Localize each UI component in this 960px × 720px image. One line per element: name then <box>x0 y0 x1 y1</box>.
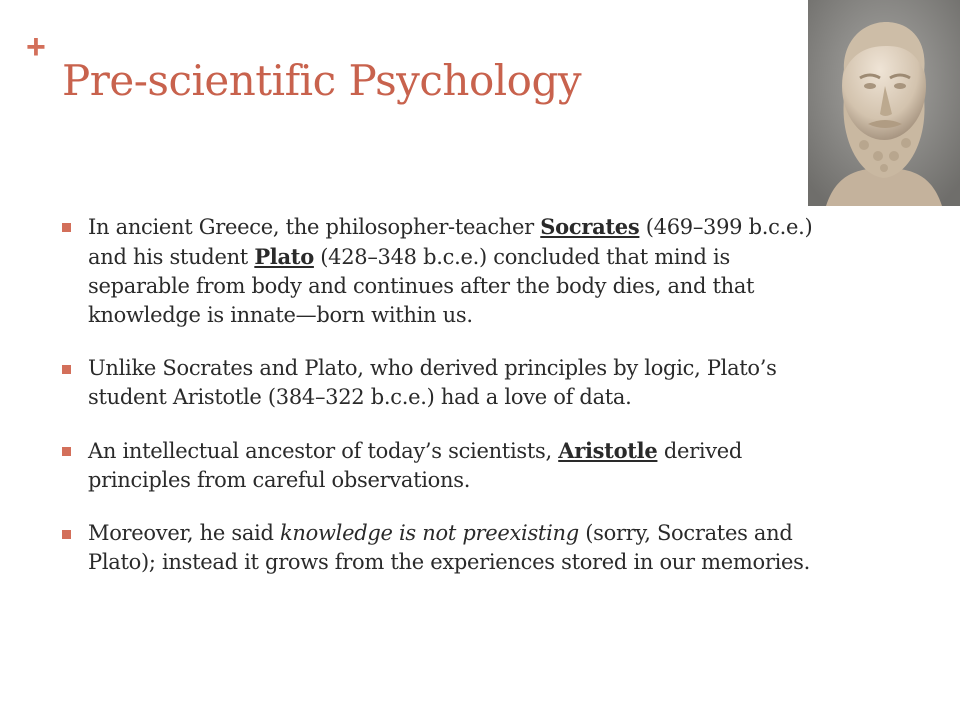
bust-illustration <box>808 0 960 206</box>
bullet-emphasis: knowledge is not preexisting <box>280 521 579 545</box>
bullet-text: An intellectual ancestor of today’s scientists, <box>88 439 559 463</box>
bullet-text: (469–399 b.c.e.) and his student <box>88 215 813 269</box>
socrates-link[interactable]: Socrates <box>540 214 640 239</box>
plato-link[interactable]: Plato <box>254 244 314 269</box>
bullet-text: (428–348 b.c.e.) concluded that mind is separable from body and continues after the body dies, and that knowledge is innate—born within us. <box>88 245 755 327</box>
slide-title: Pre-scientific Psychology <box>62 56 582 105</box>
bullet-marker-icon <box>62 223 71 232</box>
bullet-text: derived principles from careful observations. <box>88 439 743 492</box>
bullet-item <box>62 354 832 412</box>
bullet-item <box>62 436 832 495</box>
aristotle-bust-image <box>808 0 960 206</box>
bullet-marker-icon <box>62 365 71 374</box>
bullet-text: (sorry, Socrates and Plato); instead it grows from the experiences stored in our memories. <box>88 521 810 574</box>
bullet-list <box>62 212 832 601</box>
plus-icon: + <box>26 28 46 66</box>
bullet-marker-icon <box>62 530 71 539</box>
bullet-item <box>62 212 832 330</box>
aristotle-link[interactable]: Aristotle <box>558 438 658 463</box>
bullet-text: Moreover, he said <box>88 521 280 545</box>
bullet-text: In ancient Greece, the philosopher-teacher <box>88 215 541 239</box>
bullet-marker-icon <box>62 447 71 456</box>
bullet-text: Unlike Socrates and Plato, who derived principles by logic, Plato’s student Aristotle (384–322 b.c.e.) had a love of data. <box>88 356 777 409</box>
bullet-item <box>62 519 832 577</box>
